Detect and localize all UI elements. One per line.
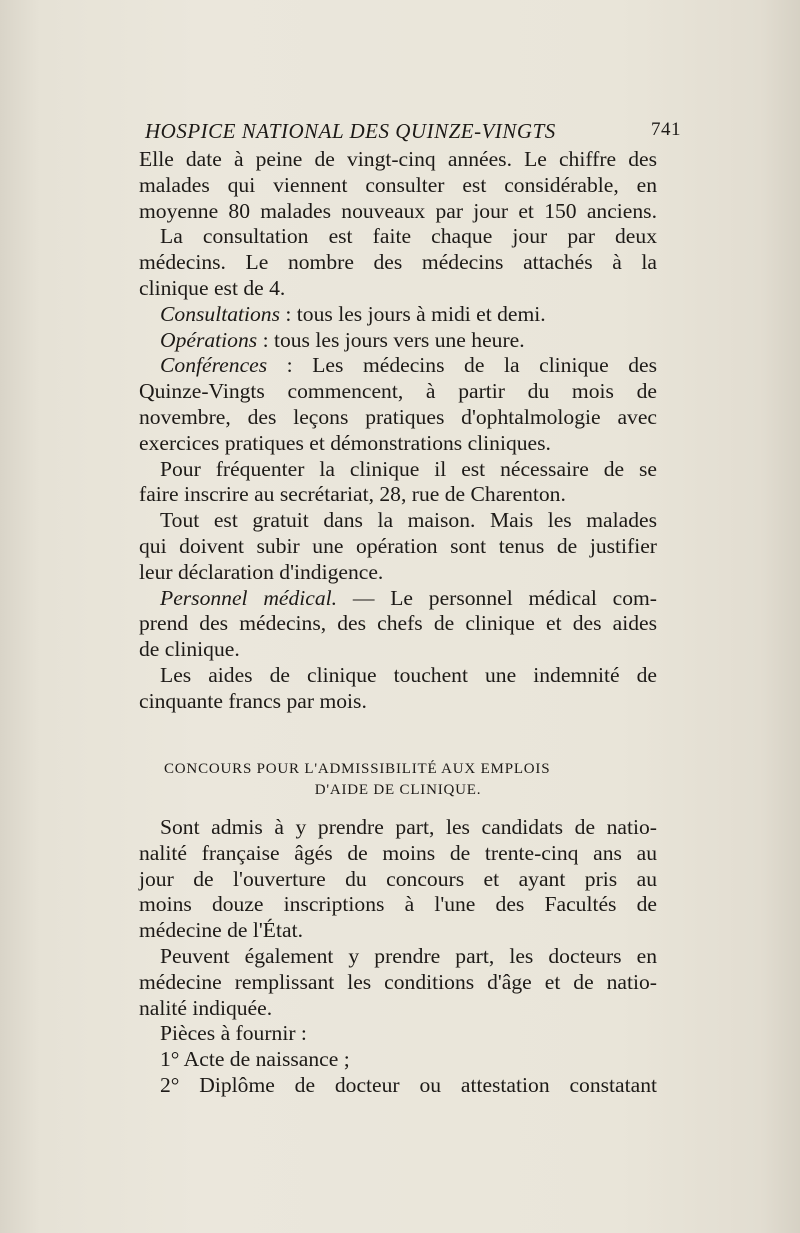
text-line: de clinique.	[139, 637, 240, 662]
text-line: clinique est de 4.	[139, 275, 286, 300]
section-heading-line: D'AIDE DE CLINIQUE.	[314, 782, 482, 798]
text-line: prend des médecins, des chefs de clinique et des aides	[139, 611, 657, 636]
text-line	[139, 586, 657, 612]
section-heading-line: CONCOURS POUR L'ADMISSIBILITÉ AUX EMPLOIS	[164, 761, 551, 777]
section-body-text	[139, 815, 657, 1099]
text-line: nalité indiquée.	[139, 995, 273, 1020]
text-line: qui doivent subir une opération sont tenus de justifier	[139, 533, 657, 558]
text-run: : tous les jours vers une heure.	[257, 327, 525, 352]
text-line: La consultation est faite chaque jour par deux	[160, 224, 657, 249]
text-line: Les aides de clinique touchent une indemnité de	[160, 662, 657, 687]
text-line: Pièces à fournir :	[160, 1021, 307, 1046]
text-line: moyenne 80 malades nouveaux par jour et 150 anciens.	[139, 198, 657, 223]
text-line: jour de l'ouverture du concours et ayant pris au	[139, 866, 657, 891]
text-line: Quinze-Vingts commencent, à partir du mois de	[139, 379, 657, 404]
run-in-heading: Consultations	[160, 301, 280, 326]
running-header	[145, 119, 681, 144]
text-line: médecine remplissant les conditions d'âge et de natio-	[139, 969, 657, 994]
text-line: 2° Diplôme de docteur ou attestation constatant	[160, 1072, 657, 1097]
text-line: nalité française âgés de moins de trente-cinq ans au	[139, 840, 657, 865]
text-line: Pour fréquenter la clinique il est nécessaire de se	[160, 456, 657, 481]
text-line: cinquante francs par mois.	[139, 688, 367, 713]
text-line: Sont admis à y prendre part, les candidats de natio-	[160, 815, 657, 839]
section-heading	[139, 759, 657, 801]
text-run: : tous les jours à midi et demi.	[280, 301, 546, 326]
text-line	[139, 302, 657, 328]
text-run: : Les médecins de la clinique des	[267, 353, 657, 378]
run-in-heading: Conférences	[160, 353, 268, 378]
text-line: Tout est gratuit dans la maison. Mais les malades	[160, 508, 657, 533]
text-line: malades qui viennent consulter est considérable, en	[139, 172, 657, 197]
run-in-heading: Personnel médical.	[160, 585, 338, 610]
text-line: 1° Acte de naissance ;	[160, 1047, 350, 1072]
text-line: novembre, des leçons pratiques d'ophtalmologie avec	[139, 404, 657, 429]
text-line: Peuvent également y prendre part, les docteurs en	[160, 943, 657, 968]
text-line	[139, 328, 657, 354]
text-line: Elle date à peine de vingt-cinq années. Le chiffre des	[139, 147, 657, 171]
page-number: 741	[651, 119, 681, 140]
text-line: moins douze inscriptions à l'une des Facultés de	[139, 892, 657, 917]
text-line: médecins. Le nombre des médecins attachés à la	[139, 250, 657, 275]
text-line: leur déclaration d'indigence.	[139, 559, 384, 584]
run-in-heading: Opérations	[160, 327, 258, 352]
running-title: HOSPICE NATIONAL DES QUINZE-VINGTS	[145, 119, 556, 143]
text-run: — Le personnel médical com-	[337, 585, 657, 610]
text-line: médecine de l'État.	[139, 918, 303, 943]
text-line	[139, 353, 657, 379]
text-line: exercices pratiques et démonstrations cliniques.	[139, 430, 551, 455]
text-line: faire inscrire au secrétariat, 28, rue de Charenton.	[139, 482, 566, 507]
body-text	[139, 147, 657, 715]
